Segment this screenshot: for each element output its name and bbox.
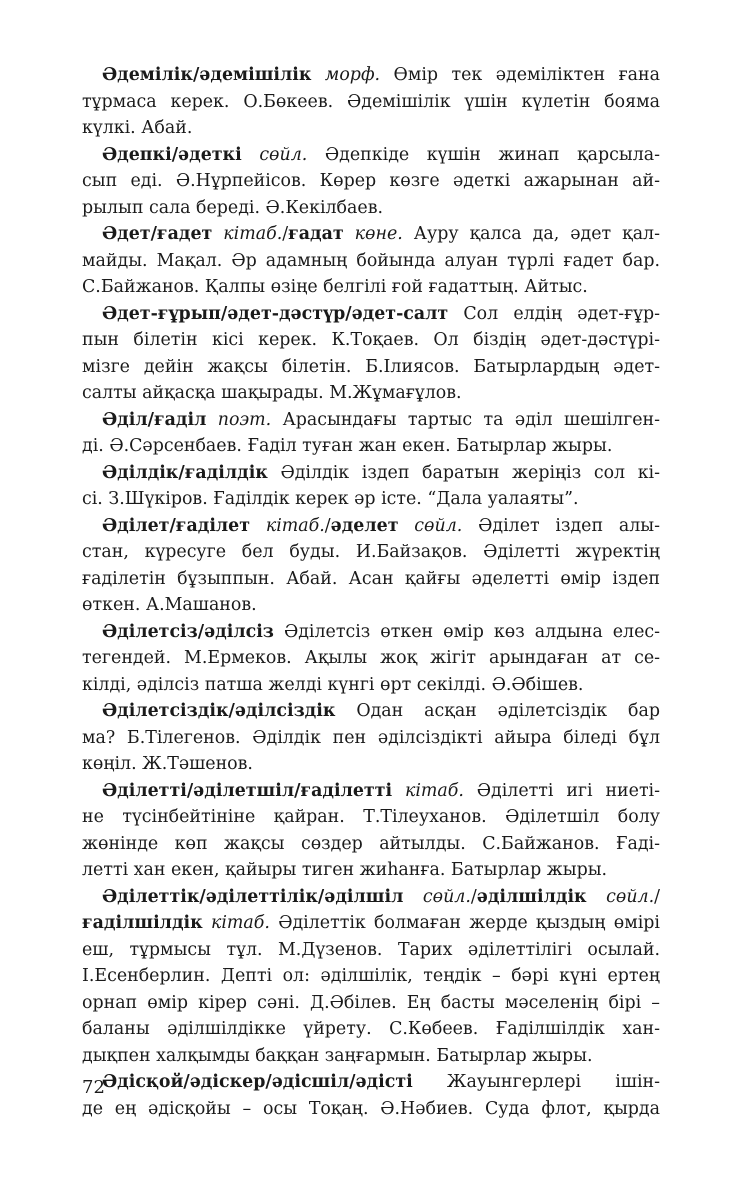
entry-line — [82, 698, 660, 725]
usage-mark: сөйл. — [606, 886, 655, 907]
headword: ғаділшілдік — [82, 913, 203, 933]
entry-line — [82, 1096, 660, 1123]
entry-line — [82, 884, 660, 911]
entry-text: І.Есенберлин. Депті ол: әділшілік, теңдік – бәрі күні ертең — [82, 966, 660, 986]
usage-mark: сөйл. — [422, 886, 471, 907]
entry-text — [206, 410, 217, 430]
entry-line — [82, 142, 660, 169]
entry-line — [82, 248, 660, 275]
entry-line — [82, 460, 660, 487]
entry-line — [82, 62, 660, 89]
entry-line — [82, 486, 660, 513]
entry-text — [250, 516, 266, 536]
headword: Әдет-ғұрып/әдет-дәстүр/әдет-салт — [102, 303, 449, 324]
entry-text: ғаділетін бұзыппын. Абай. Асан қайғы әделетті өмір іздеп — [82, 568, 660, 589]
entry-text: де ең әдісқойы – осы Тоқаң. Ә.Нәбиев. Суда флот, қырда — [82, 1098, 660, 1119]
entry-line — [82, 645, 660, 672]
usage-mark: кітаб. — [265, 515, 325, 536]
entry-text — [344, 224, 355, 244]
entry-line — [82, 301, 660, 328]
headword: әделет — [330, 515, 399, 536]
entry-text: летті хан екен, қайыры тиген жиһанға. Батырлар жыры. — [82, 860, 608, 880]
headword: Әділетті/әділетшіл/ғаділетті — [102, 780, 393, 801]
entry-line — [82, 221, 660, 248]
entry-text: өткен. А.Машанов. — [82, 595, 257, 615]
entry-text: Әдепкіде күшін жинап қарсыла- — [307, 144, 660, 165]
dictionary-entry — [82, 1069, 660, 1122]
entry-line — [82, 804, 660, 831]
entry-line — [82, 937, 660, 964]
entry-line — [82, 433, 660, 460]
headword: Әдепкі/әдеткі — [102, 144, 242, 165]
entry-text: орнап өмір кірер сәні. Д.Әбілев. Ең басты мәселенің бірі – — [82, 992, 660, 1013]
entry-text: тегендей. М.Ермеков. Ақылы жоқ жігіт арындаған ат се- — [82, 648, 660, 668]
entry-line — [82, 857, 660, 884]
entry-line — [82, 89, 660, 116]
dictionary-entry — [82, 460, 660, 513]
dictionary-entry — [82, 513, 660, 619]
entry-text: Арасындағы тартыс та әділ шешілген- — [271, 409, 661, 430]
entry-text: баланы әділшілдікке үйрету. С.Көбеев. Ғаділшілдік хан- — [82, 1019, 660, 1039]
entry-line — [82, 274, 660, 301]
usage-mark: кітаб. — [404, 780, 464, 801]
entry-text: Өмір тек әдеміліктен ғана — [380, 65, 660, 85]
entry-text — [403, 887, 423, 907]
usage-mark: поэт. — [217, 409, 272, 430]
entry-line — [82, 1016, 660, 1043]
entry-line — [82, 831, 660, 858]
entry-text: ді. Ә.Сәрсенбаев. Ғаділ туған жан екен. Батырлар жыры. — [82, 436, 613, 456]
entry-line — [82, 1069, 660, 1096]
usage-mark: сөйл. — [259, 144, 308, 165]
entry-line — [82, 513, 660, 540]
entry-text — [203, 913, 211, 933]
entry-line — [82, 672, 660, 699]
entry-text — [587, 887, 607, 907]
entry-line — [82, 619, 660, 646]
headword: Әділ/ғаділ — [102, 409, 207, 430]
entry-line — [82, 115, 660, 142]
headword: Әділетсіз/әділсіз — [102, 621, 274, 642]
dictionary-entry — [82, 619, 660, 699]
headword: Әділет/ғаділет — [102, 515, 251, 536]
entry-text: Әділетсіз өткен өмір көз алдына елес- — [273, 621, 660, 642]
headword: ғадат — [288, 224, 344, 244]
entry-text: Әділет іздеп алы- — [462, 515, 660, 536]
entry-text: / — [324, 515, 331, 536]
entry-text: мізге дейін жақсы білетін. Б.Ілиясов. Батырлардың әдет- — [82, 356, 660, 377]
entry-line — [82, 592, 660, 619]
entry-text: кілді, әділсіз патша желді күнгі өрт секілді. Ә.Әбішев. — [82, 674, 584, 695]
entry-text: күлкі. Абай. — [82, 118, 193, 138]
entry-text: сып еді. Ә.Нұрпейісов. Көрер көзге әдеткі ажарынан ай- — [82, 171, 660, 191]
headword: Әділдік/ғаділдік — [102, 462, 268, 483]
entry-text: рылып сала береді. Ә.Кекілбаев. — [82, 197, 384, 218]
usage-mark: көне. — [354, 224, 403, 244]
entry-line — [82, 327, 660, 354]
entry-text: Сол елдің әдет-ғұр- — [448, 303, 660, 324]
entry-text: / — [282, 224, 289, 244]
entry-text: Одан асқан әділетсіздік бар — [335, 701, 660, 721]
entry-list — [82, 62, 660, 1122]
entry-text: тұрмаса керек. О.Бөкеев. Әдемішілік үшін күлетін бояма — [82, 91, 660, 112]
entry-line — [82, 1043, 660, 1070]
headword: әділшілдік — [476, 886, 587, 907]
entry-text: еш, тұрмысы тұл. М.Дүзенов. Тарих әділеттілігі осылай. — [82, 939, 660, 960]
entry-text: стан, күресуге бел буды. И.Байзақов. Әділетті жүректің — [82, 542, 660, 562]
entry-text: жөнінде көп жақсы сөздер айтылды. С.Байжанов. Ғаді- — [82, 833, 660, 854]
entry-text: Әділеттік болмаған жерде қыздың өмірі — [269, 913, 660, 933]
entry-line — [82, 963, 660, 990]
entry-line — [82, 910, 660, 937]
entry-line — [82, 539, 660, 566]
usage-mark: кітаб. — [210, 913, 270, 933]
headword: Әділетсіздік/әділсіздік — [102, 701, 336, 721]
entry-line — [82, 354, 660, 381]
entry-text: пын білетін кісі керек. К.Тоқаев. Ол біздің әдет-дәстүрі- — [82, 330, 660, 350]
usage-mark: кітаб. — [223, 224, 283, 244]
entry-text — [242, 145, 260, 165]
headword: Әдет/ғадет — [102, 224, 213, 244]
headword: Әділеттік/әділеттілік/әділшіл — [102, 886, 404, 907]
entry-line — [82, 751, 660, 778]
entry-line — [82, 407, 660, 434]
entry-text: Әділетті игі ниеті- — [463, 780, 660, 801]
dictionary-entry — [82, 698, 660, 778]
dictionary-entry — [82, 407, 660, 460]
dictionary-entry — [82, 62, 660, 142]
entry-text — [398, 516, 414, 536]
entry-line — [82, 380, 660, 407]
entry-text: сі. З.Шүкіров. Ғаділдік керек әр істе. “Дала уалаяты”. — [82, 489, 579, 509]
headword: Әдісқой/әдіскер/әдісшіл/әдісті — [102, 1072, 413, 1092]
entry-line — [82, 168, 660, 195]
entry-text: майды. Мақал. Әр адамның бойында алуан түрлі ғадет бар. — [82, 250, 660, 271]
entry-text: салты айқасқа шақырады. М.Жұмағұлов. — [82, 383, 462, 403]
usage-mark: морф. — [324, 65, 381, 85]
dictionary-entry — [82, 778, 660, 884]
entry-line — [82, 990, 660, 1017]
entry-text: не түсінбейтініне қайран. Т.Тілеуханов. Әділетшіл болу — [82, 807, 660, 827]
entry-line — [82, 778, 660, 805]
entry-text: көңіл. Ж.Тәшенов. — [82, 754, 253, 774]
dictionary-entry — [82, 221, 660, 301]
entry-text: Әділдік іздеп баратын жеріңіз сол кі- — [267, 462, 660, 483]
entry-text: Ауру қалса да, әдет қал- — [402, 224, 660, 244]
entry-text: С.Байжанов. Қалпы өзіңе белгілі ғой ғадаттың. Айтыс. — [82, 277, 588, 297]
entry-line — [82, 725, 660, 752]
entry-text: ма? Б.Тілегенов. Әділдік пен әділсіздікті айыра біледі бұл — [82, 727, 660, 748]
dictionary-entry — [82, 142, 660, 222]
page-number: 72 — [82, 1077, 105, 1098]
headword: Әдемілік/әдемішілік — [102, 65, 312, 85]
entry-line — [82, 566, 660, 593]
entry-text: / — [654, 886, 661, 907]
dictionary-entry — [82, 884, 660, 1070]
dictionary-entry — [82, 301, 660, 407]
usage-mark: сөйл. — [414, 515, 463, 536]
entry-text — [392, 781, 405, 801]
entry-text: Жауынгерлері ішін- — [412, 1072, 660, 1092]
entry-text — [212, 224, 223, 244]
entry-text: дықпен халқымды баққан заңғармын. Батырлар жыры. — [82, 1045, 593, 1066]
entry-text — [311, 65, 324, 85]
entry-text: / — [470, 886, 477, 907]
entry-line — [82, 195, 660, 222]
